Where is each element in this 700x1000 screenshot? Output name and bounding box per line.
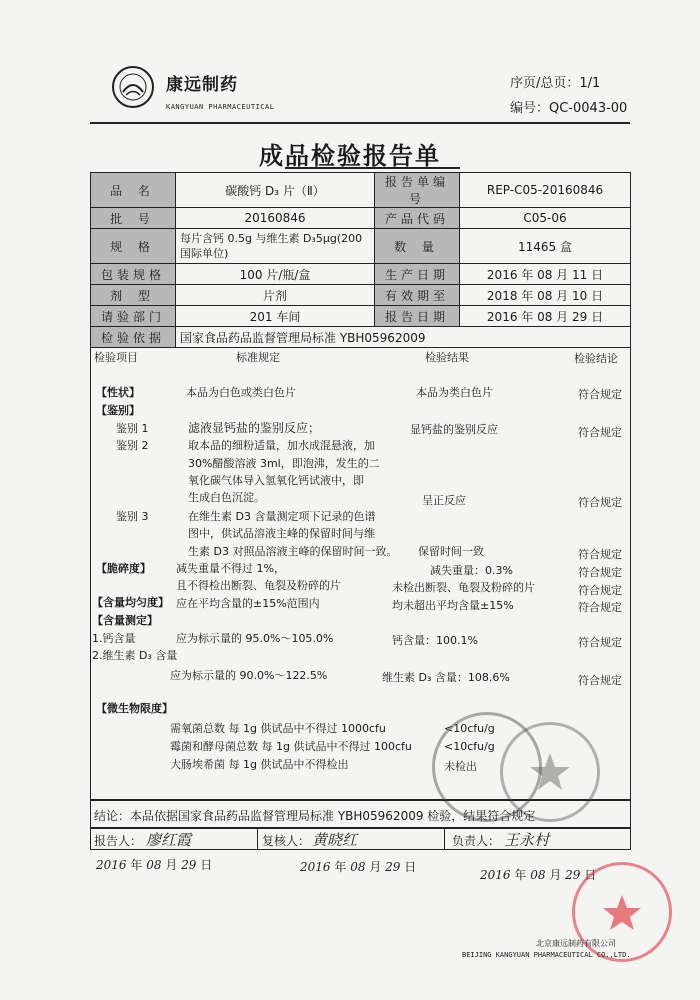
spec-value (176, 229, 375, 264)
table-row (91, 285, 631, 306)
report-no-label: 报告单编号 (375, 173, 460, 208)
micro2-result: <10cfu/g (444, 740, 495, 753)
col-result-header: 检验结果 (425, 351, 469, 364)
micro1-result: <10cfu/g (444, 722, 495, 735)
conclusion-text: 结论：本品依据国家食品药品监督管理局标准 YBH05962009 检验，结果符合规定 (94, 809, 536, 823)
day-label: 日 (584, 868, 597, 882)
month-label: 月 (165, 858, 178, 872)
col-item-header: 检验项目 (94, 351, 138, 364)
ident2-standard-4: 生成白色沉淀。 (188, 491, 265, 504)
friability-result-1: 减失重量：0.3% (430, 564, 513, 577)
uniformity-section: 【含量均匀度】 (92, 596, 169, 609)
micro3-standard: 大肠埃希菌 每 1g 供试品中不得检出 (170, 758, 349, 771)
uniformity-result: 均未超出平均含量±15% (392, 599, 514, 612)
batch-value: 20160846 (176, 208, 375, 229)
ident2-standard-1: 取本品的细粉适量，加水成混悬液，加 (188, 439, 375, 452)
spec-label: 规 格 (91, 229, 176, 264)
year-label: 年 (130, 858, 143, 872)
expiry-label: 有效期至 (375, 285, 460, 306)
assay1-conclusion: 符合规定 (578, 636, 622, 649)
product-code-value: C05-06 (460, 208, 631, 229)
assay-section: 【含量测定】 (92, 614, 158, 627)
report-date-value: 2016 年 08 月 29 日 (460, 306, 631, 327)
assay2-item: 2.维生素 D₃ 含量 (92, 649, 178, 662)
header-divider (90, 122, 630, 124)
friability-section: 【脆碎度】 (96, 562, 151, 575)
ident1-standard: 滤液显钙盐的鉴别反应； (188, 421, 321, 435)
logo-icon (114, 68, 152, 106)
assay2-conclusion: 符合规定 (578, 674, 622, 687)
date-month: 08 (350, 860, 366, 874)
uniformity-standard: 应在平均含量的±15%范围内 (176, 597, 320, 610)
basis-label: 检验依据 (91, 327, 176, 348)
friability-standard-1: 减失重量不得过 1%， (176, 562, 285, 575)
qty-label: 数 量 (375, 229, 460, 264)
table-row (91, 208, 631, 229)
ident-section: 【鉴别】 (96, 404, 140, 417)
document-number: 编号：QC-0043-00 (510, 101, 628, 116)
year-label: 年 (514, 868, 527, 882)
appearance-standard: 本品为白色或类白色片 (186, 386, 296, 399)
reviewer-signature: 黄晓红 (312, 831, 358, 849)
appearance-section: 【性状】 (96, 386, 140, 399)
sign-divider (444, 828, 445, 850)
assay2-standard: 应为标示量的 90.0%～122.5% (170, 669, 328, 682)
appearance-conclusion: 符合规定 (578, 388, 622, 401)
year-label: 年 (334, 860, 347, 874)
friability-conclusion-2: 符合规定 (578, 584, 622, 597)
ident3-standard-1: 在维生素 D3 含量测定项下记录的色谱 (188, 510, 376, 523)
micro2-standard: 霉菌和酵母菌总数 每 1g 供试品中不得过 100cfu (170, 740, 412, 753)
ident3-result: 保留时间一致 (418, 545, 484, 558)
company-logo (112, 66, 154, 108)
date-reviewer (300, 858, 416, 875)
page-number: 序页/总页：1/1 (510, 76, 601, 91)
footer-company-en: BEIJING KANGYUAN PHARMACEUTICAL CO.,LTD. (462, 951, 631, 959)
spec-value-line1: 每片含钙 0.5g 与维生素 D₃5μg(200 (180, 232, 363, 245)
date-reporter (96, 856, 212, 873)
report-no-value: REP-C05-20160846 (460, 173, 631, 208)
pack-value: 100 片/瓶/盒 (176, 264, 375, 285)
dept-value: 201 车间 (176, 306, 375, 327)
micro1-standard: 需氧菌总数 每 1g 供试品中不得过 1000cfu (170, 722, 386, 735)
friability-result-2: 未检出断裂、龟裂及粉碎的片 (392, 581, 535, 594)
title-underline (285, 167, 460, 169)
qty-value: 11465 盒 (460, 229, 631, 264)
date-month: 08 (146, 858, 162, 872)
date-day: 29 (181, 858, 197, 872)
ident3-standard-3: 生素 D3 对照品溶液主峰的保留时间一致。 (188, 545, 398, 558)
form-value: 片剂 (176, 285, 375, 306)
friability-standard-2: 且不得检出断裂、龟裂及粉碎的片 (176, 579, 341, 592)
ident3-conclusion: 符合规定 (578, 548, 622, 561)
col-conclusion-header: 检验结论 (574, 352, 618, 365)
spec-value-line2: 国际单位) (180, 247, 229, 260)
table-row (91, 229, 631, 264)
ident2-conclusion: 符合规定 (578, 496, 622, 509)
appearance-result: 本品为类白色片 (416, 386, 493, 399)
page-title: 成品检验报告单 (259, 142, 441, 170)
dept-label: 请验部门 (91, 306, 176, 327)
day-label: 日 (404, 860, 417, 874)
prod-date-label: 生产日期 (375, 264, 460, 285)
company-name: 康远制药 (166, 75, 238, 95)
reviewer-label: 复核人： (262, 834, 311, 848)
company-name-en: KANGYUAN PHARMACEUTICAL (166, 103, 275, 111)
expiry-value: 2018 年 08 月 10 日 (460, 285, 631, 306)
col-standard-header: 标准规定 (236, 351, 280, 364)
date-year: 2016 (300, 860, 331, 874)
ident3-standard-2: 图中，供试品溶液主峰的保留时间与维 (188, 527, 375, 540)
ident2-standard-2: 30%醋酸溶液 3ml，即泡沸，发生的二 (188, 457, 380, 470)
sign-divider (257, 828, 258, 850)
table-row (91, 327, 631, 348)
product-code-label: 产品代码 (375, 208, 460, 229)
basis-value: 国家食品药品监督管理局标准 YBH05962009 (176, 327, 631, 348)
responsible-label: 负责人： (452, 834, 501, 848)
month-label: 月 (549, 868, 562, 882)
name-value: 碳酸钙 D₃ 片（Ⅱ） (176, 173, 375, 208)
assay1-standard: 应为标示量的 95.0%～105.0% (176, 632, 334, 645)
micro3-result: 未检出 (444, 760, 477, 773)
table-row (91, 173, 631, 208)
name-label: 品 名 (91, 173, 176, 208)
responsible-signature: 王永村 (504, 831, 550, 849)
uniformity-conclusion: 符合规定 (578, 601, 622, 614)
date-month: 08 (530, 868, 546, 882)
pack-label: 包装规格 (91, 264, 176, 285)
ident1-item: 鉴别 1 (116, 422, 149, 435)
date-year: 2016 (480, 868, 511, 882)
ident2-item: 鉴别 2 (116, 439, 149, 452)
month-label: 月 (369, 860, 382, 874)
date-year: 2016 (96, 858, 127, 872)
reporter-label: 报告人： (94, 834, 143, 848)
ident3-item: 鉴别 3 (116, 510, 149, 523)
day-label: 日 (200, 858, 213, 872)
assay1-result: 钙含量：100.1% (392, 634, 478, 647)
table-row (91, 306, 631, 327)
assay2-result: 维生素 D₃ 含量：108.6% (382, 671, 510, 684)
date-day: 29 (385, 860, 401, 874)
batch-label: 批 号 (91, 208, 176, 229)
prod-date-value: 2016 年 08 月 11 日 (460, 264, 631, 285)
ident1-conclusion: 符合规定 (578, 426, 622, 439)
ident2-standard-3: 氧化碳气体导入氢氧化钙试液中，即 (188, 474, 364, 487)
microbial-section: 【微生物限度】 (96, 702, 173, 715)
ident1-result: 显钙盐的鉴别反应 (410, 423, 498, 436)
friability-conclusion-1: 符合规定 (578, 566, 622, 579)
report-date-label: 报告日期 (375, 306, 460, 327)
reporter-signature: 廖红霞 (146, 831, 192, 849)
footer-company-cn: 北京康远制药有限公司 (536, 939, 616, 948)
ident2-result: 呈正反应 (422, 494, 466, 507)
info-table (90, 172, 631, 348)
table-row (91, 264, 631, 285)
date-day: 29 (565, 868, 581, 882)
assay1-item: 1.钙含量 (92, 632, 136, 645)
form-label: 剂 型 (91, 285, 176, 306)
